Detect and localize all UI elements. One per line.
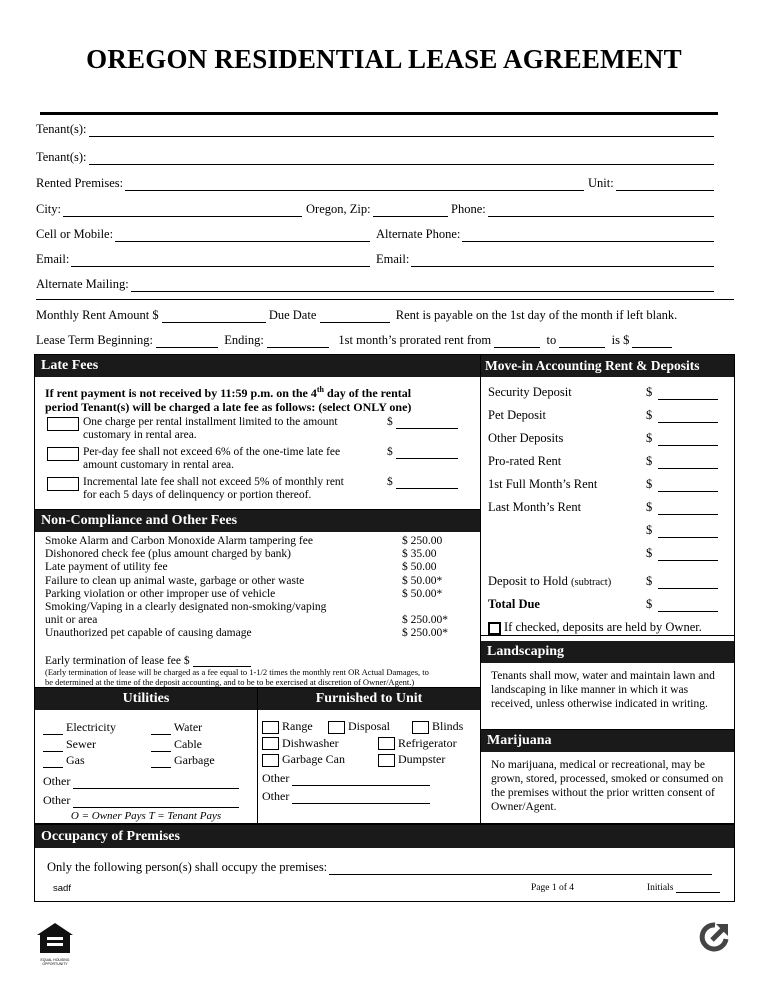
monthly-rent-input[interactable] [162, 311, 266, 323]
prorated-amount-input[interactable] [632, 336, 672, 348]
furnished-list [258, 719, 480, 769]
fee-list [35, 532, 480, 641]
utility-other-2 [35, 793, 257, 808]
deposit-label: Security Deposit [488, 385, 572, 399]
furnished-label: Range [282, 719, 313, 733]
option-line: One charge per rental installment limited to the amount [83, 416, 338, 428]
deposit-row [488, 377, 734, 400]
deposit-rows [481, 377, 734, 567]
note-line: be determined at the time of the deposit accounting, and to be to be exercised at discretion of Owner/Agent.) [45, 676, 415, 687]
ending-input[interactable] [267, 336, 329, 348]
furnished-label: Refrigerator [398, 735, 457, 750]
deposit-amount-input[interactable] [658, 410, 718, 423]
ending-label: Ending: [224, 333, 264, 347]
landscaping-header: Landscaping [481, 641, 734, 663]
landscaping-text: Tenants shall mow, water and maintain lawn and landscaping in like manner in which it was received, unless otherwise indicated in writing. [491, 670, 715, 710]
deposit-hold-row [481, 567, 734, 589]
utilities-section [34, 688, 258, 824]
note-line: (Early termination of lease will be charged as a fee equal to 1-1/2 times the monthly rent OR Actual Damages, to [45, 666, 429, 677]
furnished-other-2 [258, 789, 480, 804]
deposit-label: Pro-rated Rent [488, 454, 562, 468]
fee-row [45, 548, 460, 561]
utility-payer-input[interactable] [43, 740, 63, 752]
deposit-amount-input[interactable] [658, 548, 718, 561]
marijuana-section [481, 730, 735, 824]
deposit-row [488, 446, 734, 469]
prorated-label: 1st month’s prorated rent from [338, 333, 492, 347]
occupancy-section [34, 824, 735, 902]
late-fee-options [35, 414, 480, 506]
late-fee-option [45, 416, 480, 446]
late-fee-amount [387, 416, 458, 429]
deposit-hold-label: Deposit to Hold [488, 574, 568, 588]
furnished-other-input-2[interactable] [292, 792, 430, 804]
rent-line [36, 308, 677, 323]
early-term-note [35, 667, 480, 687]
utility-payer-input[interactable] [151, 740, 171, 752]
initials-input [676, 884, 720, 893]
email-label: Email: [36, 252, 70, 266]
cell-label: Cell or Mobile: [36, 227, 114, 241]
furnished-checkbox[interactable] [262, 754, 279, 767]
utility-label: Electricity [66, 720, 116, 734]
alt-phone-label: Alternate Phone: [376, 227, 461, 241]
dollar-sign: $ [387, 446, 393, 458]
fee-row [45, 535, 460, 548]
fee-amount: $ 250.00* [402, 627, 448, 640]
other-label: Other [43, 774, 71, 788]
deposit-hold-input[interactable] [658, 576, 718, 589]
early-term-label: Early termination of lease fee $ [45, 654, 190, 667]
deposit-label: Last Month’s Rent [488, 500, 582, 514]
furnished-label: Garbage Can [282, 752, 345, 766]
marijuana-text: No marijuana, medical or recreational, may be grown, stored, processed, smoked or consumed on the premises without the prior written consent of Owner/Agent. [491, 759, 724, 813]
furnished-checkbox[interactable] [262, 737, 279, 750]
non-compliance-section [34, 510, 481, 688]
fee-amount: $ 250.00* [402, 614, 448, 627]
oregon-zip-label: Oregon, Zip: [306, 202, 371, 216]
late-fee-option [45, 476, 480, 506]
other-label: Other [262, 789, 290, 803]
lease-begin-label: Lease Term Beginning: [36, 333, 153, 347]
utility-item [151, 753, 215, 768]
utility-label: Cable [174, 736, 202, 751]
initials-field[interactable] [647, 883, 720, 893]
utility-item [43, 737, 96, 752]
dollar-sign: $ [646, 500, 653, 514]
landscaping-section [481, 636, 735, 730]
document-title: OREGON RESIDENTIAL LEASE AGREEMENT [86, 44, 682, 74]
deposit-amount-input[interactable] [658, 433, 718, 446]
monthly-rent-label: Monthly Rent Amount $ [36, 308, 159, 322]
due-date-label: Due Date [268, 308, 317, 322]
city-field[interactable] [36, 202, 302, 217]
early-termination [35, 641, 480, 667]
initials-label: Initials [647, 883, 674, 893]
deposit-label: Pet Deposit [488, 408, 546, 422]
alt-phone-field[interactable] [376, 227, 714, 242]
fee-amount: $ 50.00* [402, 587, 443, 600]
deposit-row [488, 538, 734, 561]
dollar-sign: $ [646, 597, 653, 611]
furnished-label: Dishwasher [282, 735, 339, 750]
deposit-row [488, 469, 734, 492]
utility-label: Water [173, 720, 203, 734]
dollar-sign: $ [646, 454, 653, 468]
utility-payer-input[interactable] [151, 756, 171, 768]
deposit-row [488, 492, 734, 515]
furnished-checkbox[interactable] [378, 754, 395, 767]
late-fee-amount-input[interactable] [396, 447, 458, 459]
furnished-label: Disposal [348, 719, 390, 733]
unit-field[interactable] [588, 176, 714, 191]
late-fee-option-text [83, 416, 338, 442]
furnished-item [378, 736, 457, 751]
email-field-1[interactable] [36, 252, 370, 267]
fee-row [45, 601, 460, 614]
email-field-2[interactable] [376, 252, 714, 267]
deposits-section [481, 354, 735, 636]
rented-premises-label: Rented Premises: [36, 176, 124, 190]
deposit-label: 1st Full Month’s Rent [488, 477, 598, 491]
furnished-item [262, 752, 345, 767]
phone-label: Phone: [451, 202, 486, 216]
furnished-item [378, 752, 445, 767]
dollar-sign: $ [646, 574, 653, 588]
rented-premises-field[interactable] [36, 176, 584, 191]
city-label: City: [36, 202, 62, 216]
fee-label: Smoking/Vaping in a clearly designated non-smoking/vaping [45, 601, 327, 614]
dollar-sign: $ [646, 477, 653, 491]
occupancy-header: Occupancy of Premises [35, 825, 734, 848]
to-label: to [546, 333, 557, 347]
tenant-label: Tenant(s): [36, 150, 87, 164]
fee-label: Dishonored check fee (plus amount charged by bank) [45, 548, 291, 561]
subtract-label: (subtract) [570, 577, 612, 588]
deposit-row [488, 515, 734, 538]
utility-item [43, 720, 116, 735]
utility-other-input-1[interactable] [73, 777, 239, 789]
late-fee-checkbox[interactable] [47, 447, 79, 461]
zip-field[interactable] [306, 202, 448, 217]
fee-label: Unauthorized pet capable of causing damage [45, 627, 252, 640]
fee-label: Parking violation or other improper use of vehicle [45, 587, 276, 600]
deposit-row [488, 423, 734, 446]
fee-amount: $ 35.00 [402, 548, 437, 561]
furnished-checkbox[interactable] [378, 737, 395, 750]
utility-label: Gas [66, 753, 85, 767]
is-label: is $ [611, 333, 630, 347]
utilities-list [35, 720, 257, 770]
furnished-label: Dumpster [398, 752, 446, 766]
late-fee-option [45, 446, 480, 476]
late-fee-amount-input[interactable] [396, 417, 458, 429]
deposit-amount-input[interactable] [658, 479, 718, 492]
due-date-input[interactable] [320, 311, 390, 323]
furnished-section [258, 688, 481, 824]
option-line: customary in rental area. [83, 429, 197, 441]
deposit-amount-input[interactable] [658, 456, 718, 469]
option-line: Incremental late fee shall not exceed 5% of monthly rent [83, 476, 344, 488]
furnished-item [262, 719, 313, 734]
page-footer [35, 881, 734, 901]
phone-field[interactable] [451, 202, 714, 217]
fee-amount: $ 250.00 [402, 535, 443, 547]
furnished-other-input-1[interactable] [292, 774, 430, 786]
dollar-sign: $ [387, 416, 393, 428]
deposit-amount-input[interactable] [658, 502, 718, 515]
late-fee-checkbox[interactable] [47, 477, 79, 491]
utility-label: Sewer [66, 736, 96, 751]
alt-mailing-label: Alternate Mailing: [36, 277, 129, 291]
late-fees-intro-text: period Tenant(s) will be charged a late fee as follows: (select ONLY one) [45, 400, 412, 414]
fee-label: Late payment of utility fee [45, 561, 168, 574]
superscript: th [316, 385, 325, 394]
house-icon [36, 922, 74, 954]
fee-amount: $ 50.00 [402, 561, 437, 574]
utility-item [151, 720, 202, 735]
tenant-field-1[interactable] [36, 122, 714, 137]
dollar-sign: $ [646, 408, 653, 422]
late-fee-option-text [83, 476, 344, 502]
deposit-label: Other Deposits [488, 431, 564, 445]
utilities-legend: O = Owner Pays T = Tenant Pays [70, 810, 222, 822]
cell-field[interactable] [36, 227, 370, 242]
furnished-other-1 [258, 771, 480, 786]
page-number: Page 1 of 4 [531, 883, 575, 893]
email-label: Email: [376, 252, 410, 266]
fee-row [45, 561, 460, 574]
deposits-held-checkbox[interactable] [488, 622, 501, 635]
fee-row [45, 627, 460, 640]
late-fee-amount [387, 476, 458, 489]
furnished-item [262, 736, 339, 751]
fee-row [45, 588, 460, 601]
lease-begin-input[interactable] [156, 336, 218, 348]
late-fees-intro [35, 377, 480, 414]
utility-label: Garbage [174, 753, 215, 767]
fee-amount: $ 50.00* [402, 574, 443, 587]
utility-item [151, 737, 202, 752]
rent-payable-note: Rent is payable on the 1st day of the month if left blank. [395, 308, 678, 322]
deposit-row [488, 400, 734, 423]
dollar-sign: $ [646, 431, 653, 445]
deposit-amount-input[interactable] [658, 525, 718, 538]
total-due-row [481, 589, 734, 612]
logo-caption: EQUAL HOUSING OPPORTUNITY [40, 958, 70, 966]
fee-row [45, 575, 460, 588]
late-fee-amount-input[interactable] [396, 477, 458, 489]
furnished-item [412, 719, 463, 734]
utility-other-1 [35, 774, 257, 789]
furnished-checkbox[interactable] [328, 721, 345, 734]
deposits-held-label: If checked, deposits are held by Owner. [504, 620, 702, 634]
lease-term-line [36, 333, 672, 348]
divider [36, 299, 734, 300]
alt-mailing-field[interactable] [36, 277, 714, 292]
other-label: Other [262, 771, 290, 785]
marijuana-header: Marijuana [481, 730, 734, 752]
total-due-input[interactable] [658, 599, 718, 612]
dollar-sign: $ [646, 385, 653, 399]
late-fees-intro-text: If rent payment is not received by 11:59 p.m. on the 4 [45, 386, 317, 400]
deposits-header: Move-in Accounting Rent & Deposits [481, 355, 734, 377]
total-due-label: Total Due [488, 597, 540, 611]
utility-other-input-2[interactable] [73, 796, 239, 808]
tenant-field-2[interactable] [36, 150, 714, 165]
dollar-sign: $ [646, 546, 653, 560]
option-line: for each 5 days of delinquency or portion thereof. [83, 489, 312, 501]
furnished-checkbox[interactable] [262, 721, 279, 734]
utility-payer-input[interactable] [151, 723, 171, 735]
tenant-label: Tenant(s): [36, 122, 87, 136]
early-term-input[interactable] [193, 657, 251, 667]
share-arrow-icon[interactable] [698, 920, 730, 954]
late-fees-section [34, 354, 481, 510]
fee-label: Smoke Alarm and Carbon Monoxide Alarm tampering fee [45, 535, 313, 547]
prorated-from-input[interactable] [494, 336, 540, 348]
late-fee-option-text [83, 446, 340, 472]
utility-payer-input[interactable] [43, 756, 63, 768]
fee-amount [402, 601, 460, 614]
utilities-header: Utilities [35, 688, 257, 710]
occupancy-field[interactable] [47, 860, 712, 875]
footer-left-text: sadf [53, 883, 71, 894]
utility-payer-input[interactable] [43, 723, 63, 735]
option-line: amount customary in rental area. [83, 459, 235, 471]
furnished-checkbox[interactable] [412, 721, 429, 734]
fee-label: Failure to clean up animal waste, garbage or other waste [45, 574, 305, 587]
fee-row [45, 614, 460, 627]
late-fee-checkbox[interactable] [47, 417, 79, 431]
equal-housing-logo [36, 922, 74, 966]
utility-item [43, 753, 85, 768]
late-fees-intro-text: day of the rental [324, 386, 412, 400]
option-line: Per-day fee shall not exceed 6% of the one-time late fee [83, 446, 341, 458]
non-compliance-header: Non-Compliance and Other Fees [35, 510, 480, 532]
title-rule [40, 112, 718, 115]
prorated-to-input[interactable] [559, 336, 605, 348]
late-fees-header: Late Fees [35, 355, 480, 377]
furnished-item [328, 719, 390, 734]
deposit-amount-input[interactable] [658, 387, 718, 400]
occupancy-label: Only the following person(s) shall occupy the premises: [47, 860, 328, 874]
unit-label: Unit: [588, 176, 614, 190]
fee-label: unit or area [45, 614, 98, 627]
dollar-sign: $ [646, 523, 653, 537]
furnished-header: Furnished to Unit [258, 688, 480, 710]
late-fee-amount [387, 446, 458, 459]
deposits-held-row [481, 612, 734, 635]
dollar-sign: $ [387, 476, 393, 488]
other-label: Other [43, 793, 71, 807]
furnished-label: Blinds [432, 719, 464, 733]
